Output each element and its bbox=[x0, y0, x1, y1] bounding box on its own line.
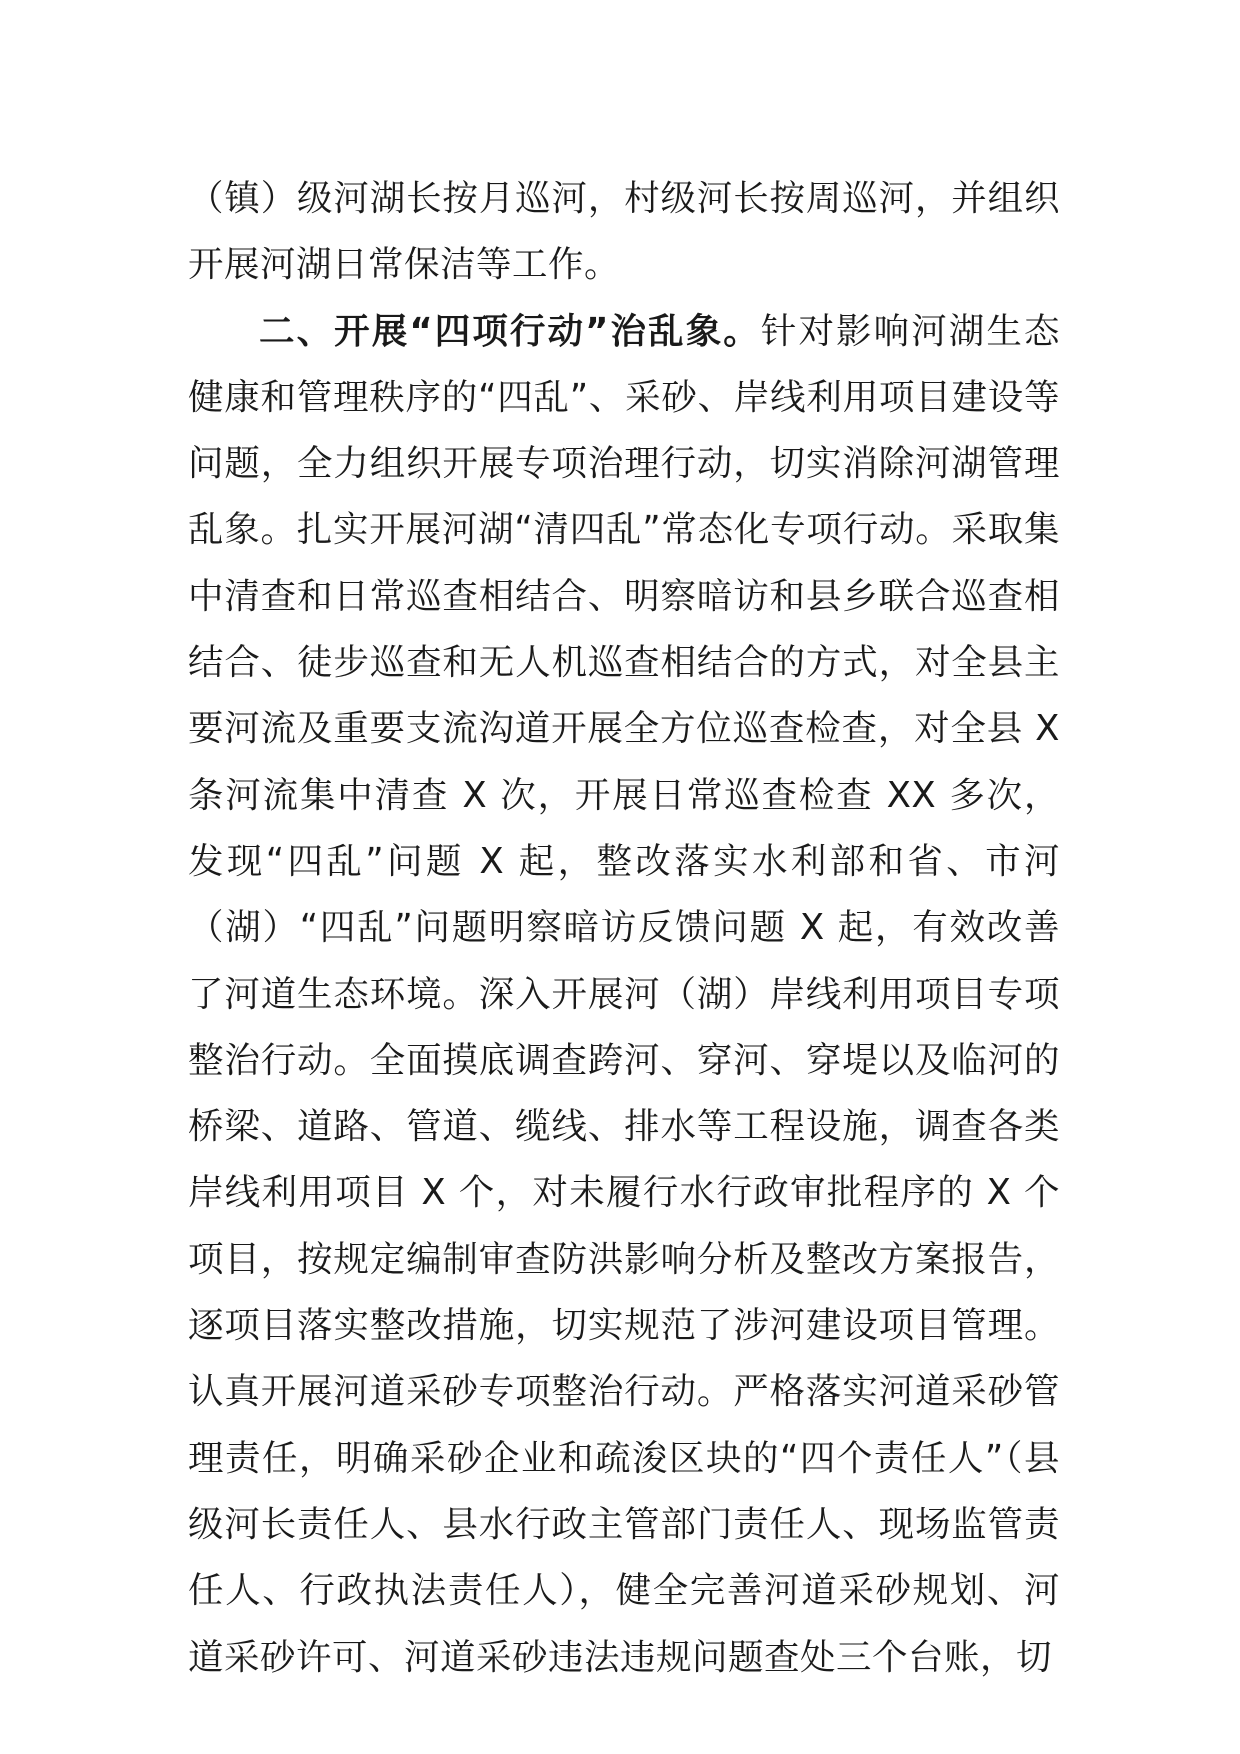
paragraph-2-body: 针对影响河湖生态健康和管理秩序的“四乱”、采砂、岸线利用项目建设等问题，全力组织开展专项治理行动，切实消除河湖管理乱象。扎实开展河湖“清四乱”常态化专项行动。采取集中清查和日常巡查相结合、明察暗访和县乡联合巡查相结合、徒步巡查和无人机巡查相结合的方式，对全县主要河流及重要支流沟道开展全方位巡查检查，对全县 X 条河流集中清查 X 次，开展日常巡查检查 XX 多次，发现“四乱”问题 X 起，整改落实水利部和省、市河（湖）“四乱”问题明察暗访反馈问题 X 起，有效改善了河道生态环境。深入开展河（湖）岸线利用项目专项整治行动。全面摸底调查跨河、穿河、穿堤以及临河的桥梁、道路、管道、缆线、排水等工程设施，调查各类岸线利用项目 X 个，对未履行水行政审批程序的 X 个项目，按规定编制审查防洪影响分析及整改方案报告，逐项目落实整改措施，切实规范了涉河建设项目管理。认真开展河道采砂专项整治行动。严格落实河道采砂管理责任，明确采砂企业和疏浚区块的“四个责任人”（县级河长责任人、县水行政主管部门责任人、现场监管责任人、行政执法责任人），健全完善河道采砂规划、河道采砂许可、河道采砂违法违规问题查处三个台账，切 bbox=[188, 310, 1060, 1678]
document-body bbox=[188, 166, 1060, 1691]
paragraph-continuation bbox=[188, 166, 1060, 299]
paragraph-four-actions bbox=[188, 299, 1060, 1691]
section-heading: 二、开展“四项行动”治乱象。 bbox=[259, 310, 761, 352]
paragraph-1-text: （镇）级河湖长按月巡河，村级河长按周巡河，并组织开展河湖日常保洁等工作。 bbox=[188, 178, 1060, 286]
